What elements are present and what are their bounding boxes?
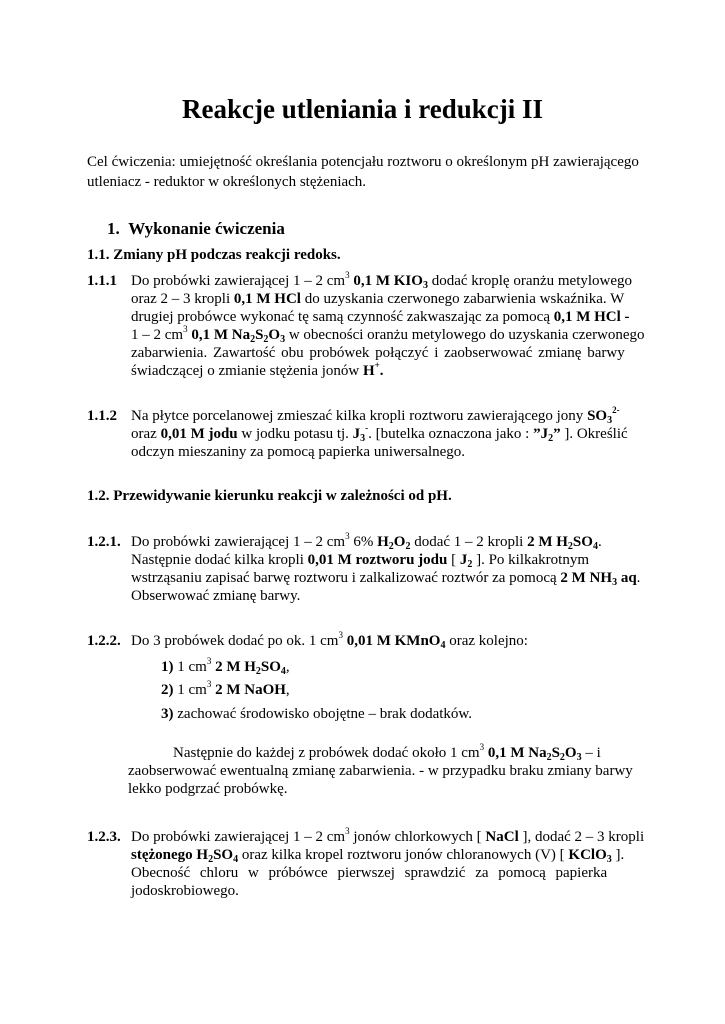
item-1-2-2-paragraph-line-1: Następnie do każdej z probówek dodać około 1 $cm^3$ 0,1 M $Na_2S_2O_3$ – i [173,742,601,763]
item-1-2-2-paragraph-line-3: lekko podgrzać probówkę. [128,781,288,797]
item-1-1-1-line-5: zabarwienia. Zawartość obu probówek połączyć i zaobserwować zmianę barwy [131,345,625,361]
item-1-1-1-line-3: drugiej probówce wykonać tę samą czynność zakwaszając za pomocą 0,1 M HCl - [131,309,630,325]
item-1-2-2-paragraph-line-2: zaobserwować ewentualną zmianę zabarwienia. - w przypadku braku zmiany barwy [128,763,633,779]
option-2: 2) 1 $cm^3$ 2 M NaOH, [161,679,290,698]
page-title: Reakcje utleniania i redukcji II [181,94,543,124]
option-3: 3) zachować środowisko obojętne – brak dodatków. [161,706,473,722]
item-1-1-2-line-3: odczyn mieszaniny za pomocą papierka uniwersalnego. [131,444,466,460]
item-number: 1.2.3. [87,829,121,845]
subsection-1-2-heading: 1.2. Przewidywanie kierunku reakcji w zależności od pH. [87,488,452,504]
section-number: 1. [107,219,120,238]
section-1-heading [107,220,285,238]
section-title: Wykonanie ćwiczenia [128,219,285,238]
item-1-1-1-line-4: 1 – 2 $cm^3$ 0,1 M $Na_2S_2O_3$ w obecności oranżu metylowego do uzyskania czerwonego [131,324,645,345]
item-1-1-1-line-2: oraz 2 – 3 kropli 0,1 M HCl do uzyskania czerwonego zabarwienia wskaźnika. W [131,291,625,307]
item-1-1-1-line-1: Do probówki zawierającej 1 – 2 $cm^3$ 0,1 M $KIO_3$ dodać kroplę oranżu metylowego [131,270,633,291]
item-number: 1.2.2. [87,633,121,649]
item-1-2-1-line-1: Do probówki zawierającej 1 – 2 $cm^3$ 6% $H_2O_2$ dodać 1 – 2 kropli 2 M $H_2SO_4$. [131,531,602,552]
subsection-1-1-heading: 1.1. Zmiany pH podczas reakcji redoks. [87,247,341,263]
item-number: 1.2.1. [87,534,121,550]
aim-line-2: utleniacz - reduktor w określonych stężeniach. [87,174,367,190]
item-1-2-2-line-1: Do 3 probówek dodać po ok. 1 $cm^3$ 0,01 M KMnO$_4$ oraz kolejno: [131,630,528,651]
item-1-2-1-line-3: wstrząsaniu zapisać barwę roztworu i zalkalizować roztwór za pomocą 2 M $NH_3$ aq. [131,570,641,588]
item-1-1-2-line-2: oraz 0,01 M jodu w jodku potasu tj. $J_3^-$. [butelka oznaczona jako : $”J_2$” ]. Określić [131,423,628,444]
item-1-2-1-line-2: Następnie dodać kilka kropli 0,01 M roztworu jodu [ $J_2$ ]. Po kilkakrotnym [131,552,590,570]
item-number: 1.1.1 [87,273,117,289]
aim-line-1: Cel ćwiczenia: umiejętność określania potencjału roztworu o określonym pH zawierającego [87,154,639,170]
item-1-2-3-line-1: Do probówki zawierającej 1 – 2 $cm^3$ jonów chlorkowych [ NaCl ], dodać 2 – 3 kropli [131,826,645,845]
item-1-2-3-line-4: jodoskrobiowego. [131,883,239,899]
option-1: 1) 1 $cm^3$ 2 M $H_2SO_4$, [161,656,290,677]
item-number: 1.1.2 [87,408,117,424]
item-1-2-3-line-3: Obecność chloru w próbówce pierwszej sprawdzić za pomocą papierka [131,865,608,881]
item-1-2-1-line-4: Obserwować zmianę barwy. [131,588,301,604]
item-1-1-2-line-1: Na płytce porcelanowej zmieszać kilka kropli roztworu zawierającego jony $SO_3^{2-}$ [131,405,620,426]
item-1-2-3-line-2: stężonego $H_2SO_4$ oraz kilka kropel roztworu jonów chloranowych (V) [ KClO$_3$ ]. [131,847,625,865]
item-1-1-1-line-6: świadczącej o zmianie stężenia jonów H+. [131,360,384,379]
